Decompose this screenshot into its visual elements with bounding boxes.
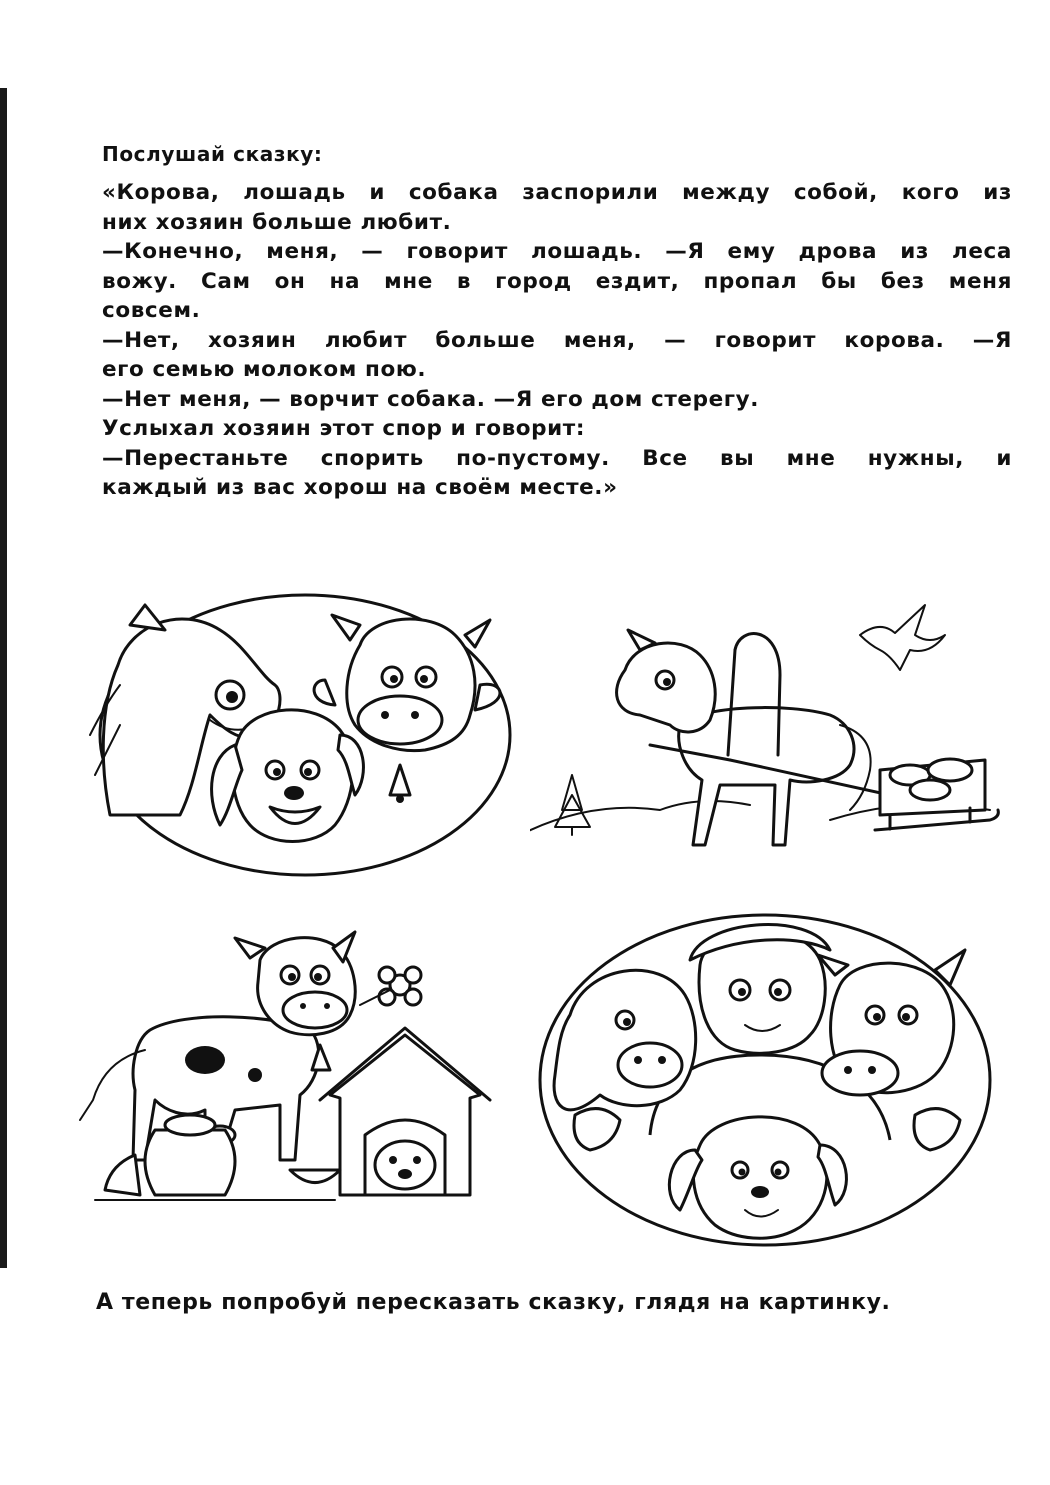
story-line: его семью молоком пою. (102, 357, 427, 382)
cow-head-icon (818, 950, 965, 1095)
story-line: вожу. Сам он на мне в город ездит, пропал бы без меня (102, 268, 1012, 294)
illustration-horse-sledge (530, 595, 1000, 865)
story-line: —Перестаньте спорить по-пустому. Все вы мне нужны, и (102, 445, 1012, 471)
horse-icon (617, 630, 871, 845)
story-line: каждый из вас хорош на своём месте.» (102, 475, 618, 500)
bowl-icon (290, 1170, 340, 1183)
story-line: Услыхал хозяин этот спор и говорит: (102, 416, 586, 441)
hand-icon (914, 1109, 960, 1150)
bird-icon (860, 605, 945, 670)
story-line: «Корова, лошадь и собака заспорили между собой, кого из (102, 180, 1012, 205)
scan-edge-bar (0, 88, 7, 1268)
story-line: совсем. (102, 298, 201, 323)
story-heading: Послушай сказку: (102, 142, 323, 166)
illustration-cow-kennel (75, 920, 505, 1220)
sledge-icon (875, 759, 998, 830)
cow-icon (80, 932, 355, 1160)
kennel-icon (320, 1028, 490, 1195)
footer-instruction: А теперь попробуй пересказать сказку, глядя на картинку. (96, 1290, 891, 1315)
hand-icon (574, 1109, 620, 1150)
story-line: —Нет, хозяин любит больше меня, — говорит корова. —Я (102, 327, 1012, 353)
dog-head-icon (375, 1141, 435, 1189)
cheese-icon (105, 1155, 140, 1195)
story-line: —Нет меня, — ворчит собака. —Я его дом стерегу. (102, 386, 759, 412)
story-line: них хозяин больше любит. (102, 209, 452, 235)
fir-tree-icon (555, 775, 590, 835)
illustration-owner-hug (530, 905, 1005, 1255)
story-line: —Конечно, меня, — говорит лошадь. —Я ему дрова из леса (102, 239, 1012, 264)
illustration-animals-arguing (70, 585, 540, 895)
flower-icon (360, 967, 421, 1005)
story-block (102, 142, 1012, 503)
